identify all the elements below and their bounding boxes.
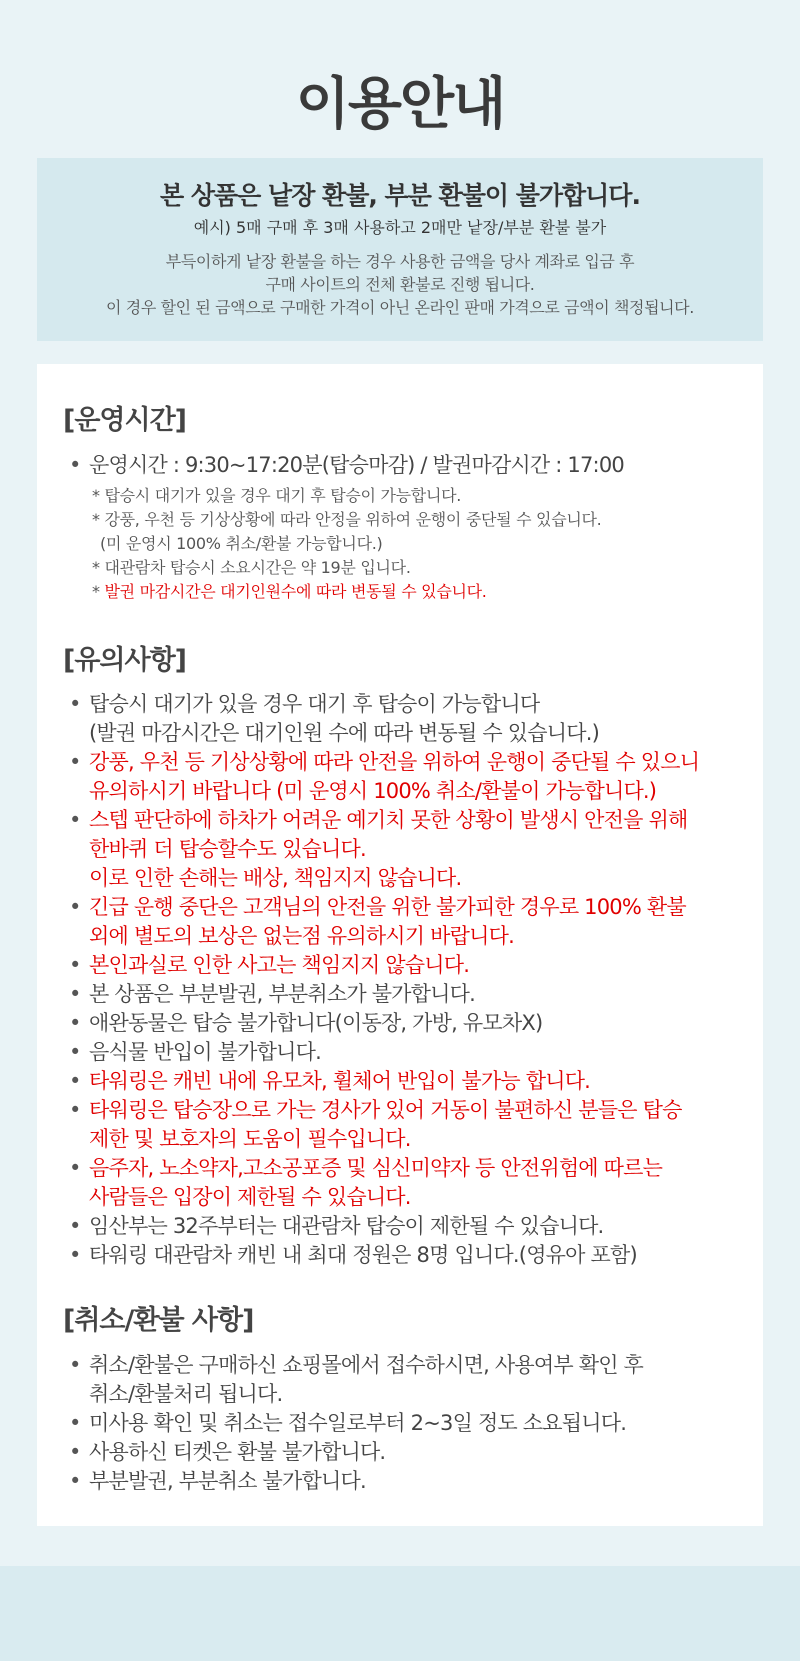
list-item (63, 980, 699, 1009)
note-marker: * (92, 582, 105, 601)
notice-body-line: 구매 사이트의 전체 환불로 진행 됩니다. (265, 275, 535, 294)
list-item-line: 취소/환불처리 됩니다. (89, 1382, 283, 1406)
note-red-text: 발권 마감시간은 대기인원수에 따라 변동될 수 있습니다. (104, 582, 487, 601)
list-item-line: • 스텝 판단하에 하차가 어려운 예기치 못한 상황이 발생시 안전을 위해 (89, 808, 688, 832)
list-item-line: • 타워링은 탑승장으로 가는 경사가 있어 거동이 불편하신 분들은 탑승 (89, 1098, 682, 1122)
list-item (63, 690, 699, 748)
list-item (63, 1038, 699, 1067)
list-item (63, 893, 699, 951)
hours-item: • 운영시간 : 9:30~17:20분(탑승마감) / 발권마감시간 : 17:00 (63, 451, 624, 480)
list-item-line: • 본 상품은 부분발권, 부분취소가 불가합니다. (89, 982, 475, 1006)
list-item-line: • 음식물 반입이 불가합니다. (89, 1040, 321, 1064)
list-item-line: • 미사용 확인 및 취소는 접수일로부터 2~3일 정도 소요됩니다. (89, 1411, 627, 1435)
list-item-line: 이로 인한 손해는 배상, 책임지지 않습니다. (89, 866, 462, 890)
list-item-line: (발권 마감시간은 대기인원 수에 따라 변동될 수 있습니다.) (89, 721, 599, 745)
refund-notice-box (37, 158, 763, 341)
refund-list (63, 1351, 643, 1496)
hours-note (92, 580, 601, 604)
hours-list (63, 451, 624, 480)
list-item-line: 외에 별도의 보상은 없는점 유의하시기 바랍니다. (89, 924, 514, 948)
list-item (63, 1241, 699, 1270)
list-item (63, 1067, 699, 1096)
list-item (63, 1212, 699, 1241)
list-item-line: • 강풍, 우천 등 기상상황에 따라 안전을 위하여 운행이 중단될 수 있으니 (89, 750, 700, 774)
notice-body (37, 250, 763, 319)
hours-note: * 탑승시 대기가 있을 경우 대기 후 탑승이 가능합니다. (92, 486, 462, 505)
info-card (37, 364, 763, 1526)
list-item-line: • 본인과실로 인한 사고는 책임지지 않습니다. (89, 953, 470, 977)
list-item-line: • 임산부는 32주부터는 대관람차 탑승이 제한될 수 있습니다. (89, 1214, 604, 1238)
list-item (63, 1467, 643, 1496)
hours-heading: [운영시간] (63, 405, 187, 436)
list-item-line: • 음주자, 노소약자,고소공포증 및 심신미약자 등 안전위험에 따르는 (89, 1156, 663, 1180)
list-item (63, 1154, 699, 1212)
list-item (63, 1438, 643, 1467)
list-item-line: 유의하시기 바랍니다 (미 운영시 100% 취소/환불이 가능합니다.) (89, 779, 657, 803)
cautions-heading: [유의사항] (63, 645, 187, 676)
list-item-line: • 애완동물은 탑승 불가합니다(이동장, 가방, 유모차X) (89, 1011, 543, 1035)
notice-headline: 본 상품은 낱장 환불, 부분 환불이 불가합니다. (160, 181, 640, 210)
list-item-line: • 부분발권, 부분취소 불가합니다. (89, 1469, 366, 1493)
list-item (63, 748, 699, 806)
refund-heading: [취소/환불 사항] (63, 1305, 254, 1336)
list-item-line: 한바퀴 더 탑승할수도 있습니다. (89, 837, 366, 861)
footer-band (0, 1566, 800, 1661)
list-item-line: • 긴급 운행 중단은 고객님의 안전을 위한 불가피한 경우로 100% 환불 (89, 895, 686, 919)
list-item-line: • 타워링은 캐빈 내에 유모차, 휠체어 반입이 불가능 합니다. (89, 1069, 591, 1093)
hours-note: (미 운영시 100% 취소/환불 가능합니다.) (100, 534, 383, 553)
list-item-line: • 탑승시 대기가 있을 경우 대기 후 탑승이 가능합니다 (89, 692, 540, 716)
notice-body-line: 부득이하게 낱장 환불을 하는 경우 사용한 금액을 당사 계좌로 입금 후 (165, 252, 635, 271)
list-item-line: 제한 및 보호자의 도움이 필수입니다. (89, 1127, 411, 1151)
list-item (63, 951, 699, 980)
list-item (63, 1096, 699, 1154)
list-item-line: • 타워링 대관람차 캐빈 내 최대 정원은 8명 입니다.(영유아 포함) (89, 1243, 637, 1267)
notice-body-line: 이 경우 할인 된 금액으로 구매한 가격이 아닌 온라인 판매 가격으로 금액이 책정됩니다. (106, 298, 694, 317)
list-item-line: • 사용하신 티켓은 환불 불가합니다. (89, 1440, 386, 1464)
hours-notes (92, 484, 601, 604)
hours-note: * 강풍, 우천 등 기상상황에 따라 안정을 위하여 운행이 중단될 수 있습니다. (92, 510, 602, 529)
page-title: 이용안내 (295, 72, 505, 137)
hours-note: * 대관람차 탑승시 소요시간은 약 19분 입니다. (92, 558, 411, 577)
notice-example: 예시) 5매 구매 후 3매 사용하고 2매만 낱장/부분 환불 불가 (193, 218, 607, 237)
list-item (63, 806, 699, 893)
list-item-line: • 취소/환불은 구매하신 쇼핑몰에서 접수하시면, 사용여부 확인 후 (89, 1353, 644, 1377)
list-item (63, 1009, 699, 1038)
list-item-line: 사람들은 입장이 제한될 수 있습니다. (89, 1185, 411, 1209)
cautions-list (63, 690, 699, 1270)
list-item (63, 1409, 643, 1438)
list-item (63, 1351, 643, 1409)
